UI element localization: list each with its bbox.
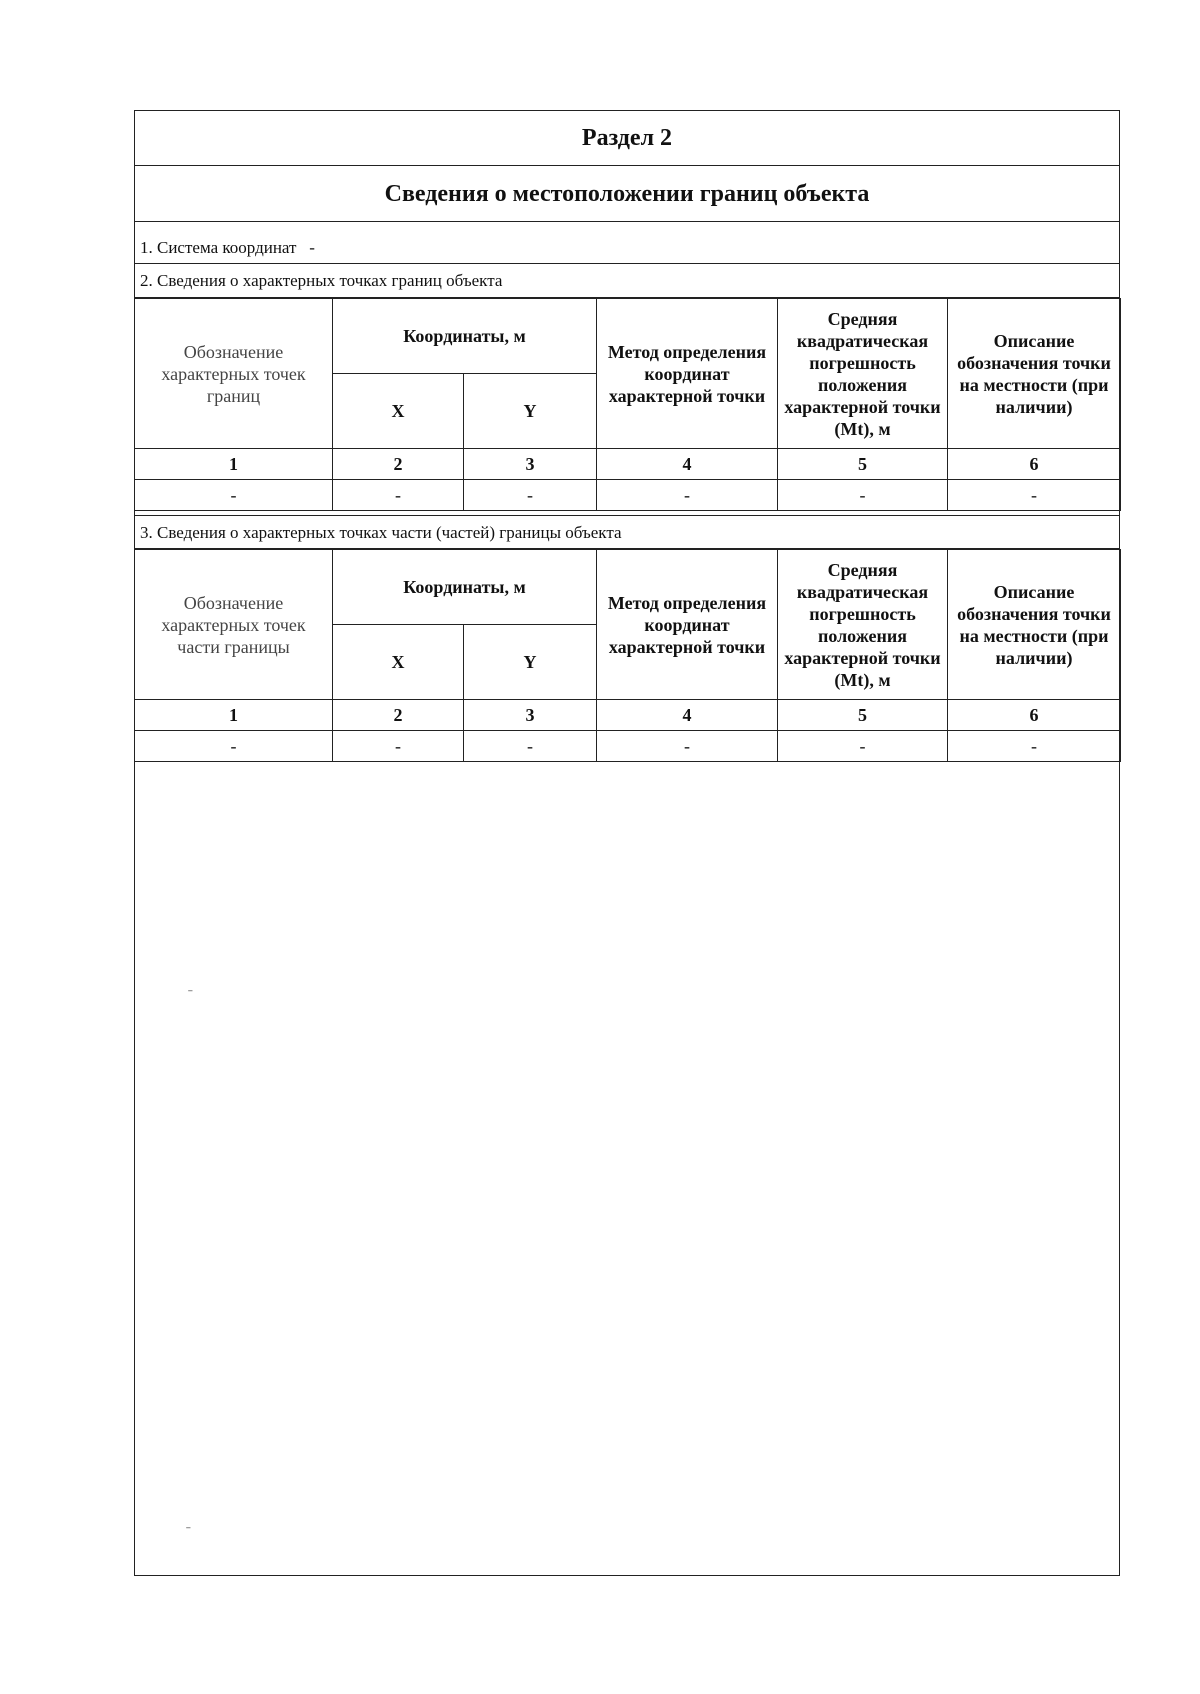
- column-number: 2: [333, 700, 464, 731]
- col-designation-header: Обозначение характерных точек границ: [135, 299, 333, 449]
- col-method-header: Метод определения координат характерной точки: [597, 299, 778, 449]
- column-number: 4: [597, 700, 778, 731]
- scan-mark: ˉ: [186, 1525, 191, 1540]
- col-coordinates-header: Координаты, м: [333, 299, 597, 374]
- col-description-header: Описание обозначения точки на местности (при наличии): [948, 550, 1121, 700]
- part-boundary-points-table: [134, 549, 1121, 762]
- column-number: 6: [948, 700, 1121, 731]
- column-numbers-row: [135, 700, 1121, 731]
- column-numbers-row: [135, 449, 1121, 480]
- col-y-header: Y: [464, 625, 597, 700]
- col-description-header: Описание обозначения точки на местности (при наличии): [948, 299, 1121, 449]
- col-mse-header: Средняя квадратическая погрешность положения характерной точки (Mt), м: [778, 550, 948, 700]
- column-number: 6: [948, 449, 1121, 480]
- table-cell: -: [778, 731, 948, 762]
- table-cell: -: [333, 480, 464, 511]
- section-title: Раздел 2: [134, 110, 1120, 166]
- col-method-header: Метод определения координат характерной точки: [597, 550, 778, 700]
- section-subtitle: Сведения о местоположении границ объекта: [134, 166, 1120, 222]
- column-number: 1: [135, 700, 333, 731]
- col-x-header: X: [333, 374, 464, 449]
- column-number: 1: [135, 449, 333, 480]
- column-number: 4: [597, 449, 778, 480]
- boundary-points-heading: 2. Сведения о характерных точках границ объекта: [134, 264, 1120, 298]
- column-number: 3: [464, 449, 597, 480]
- table-cell: -: [948, 731, 1121, 762]
- col-coordinates-header: Координаты, м: [333, 550, 597, 625]
- col-mse-header: Средняя квадратическая погрешность положения характерной точки (Mt), м: [778, 299, 948, 449]
- table-cell: -: [464, 731, 597, 762]
- col-designation-header: Обозначение характерных точек части границы: [135, 550, 333, 700]
- col-y-header: Y: [464, 374, 597, 449]
- part-boundary-points-heading: 3. Сведения о характерных точках части (частей) границы объекта: [134, 515, 1120, 549]
- table-cell: -: [778, 480, 948, 511]
- column-number: 5: [778, 700, 948, 731]
- scan-mark: ˉ: [188, 988, 193, 1003]
- col-x-header: X: [333, 625, 464, 700]
- coordinate-system-value: -: [309, 238, 315, 257]
- column-number: 2: [333, 449, 464, 480]
- table-cell: -: [597, 731, 778, 762]
- table-row: [135, 731, 1121, 762]
- column-number: 5: [778, 449, 948, 480]
- table-cell: -: [135, 480, 333, 511]
- table-cell: -: [464, 480, 597, 511]
- table-cell: -: [135, 731, 333, 762]
- column-number: 3: [464, 700, 597, 731]
- coordinate-system-label: 1. Система координат: [140, 238, 297, 257]
- table-row: [135, 480, 1121, 511]
- table-cell: -: [948, 480, 1121, 511]
- table-cell: -: [333, 731, 464, 762]
- coordinate-system-line: [134, 222, 1120, 264]
- boundary-points-table: [134, 298, 1121, 511]
- table-cell: -: [597, 480, 778, 511]
